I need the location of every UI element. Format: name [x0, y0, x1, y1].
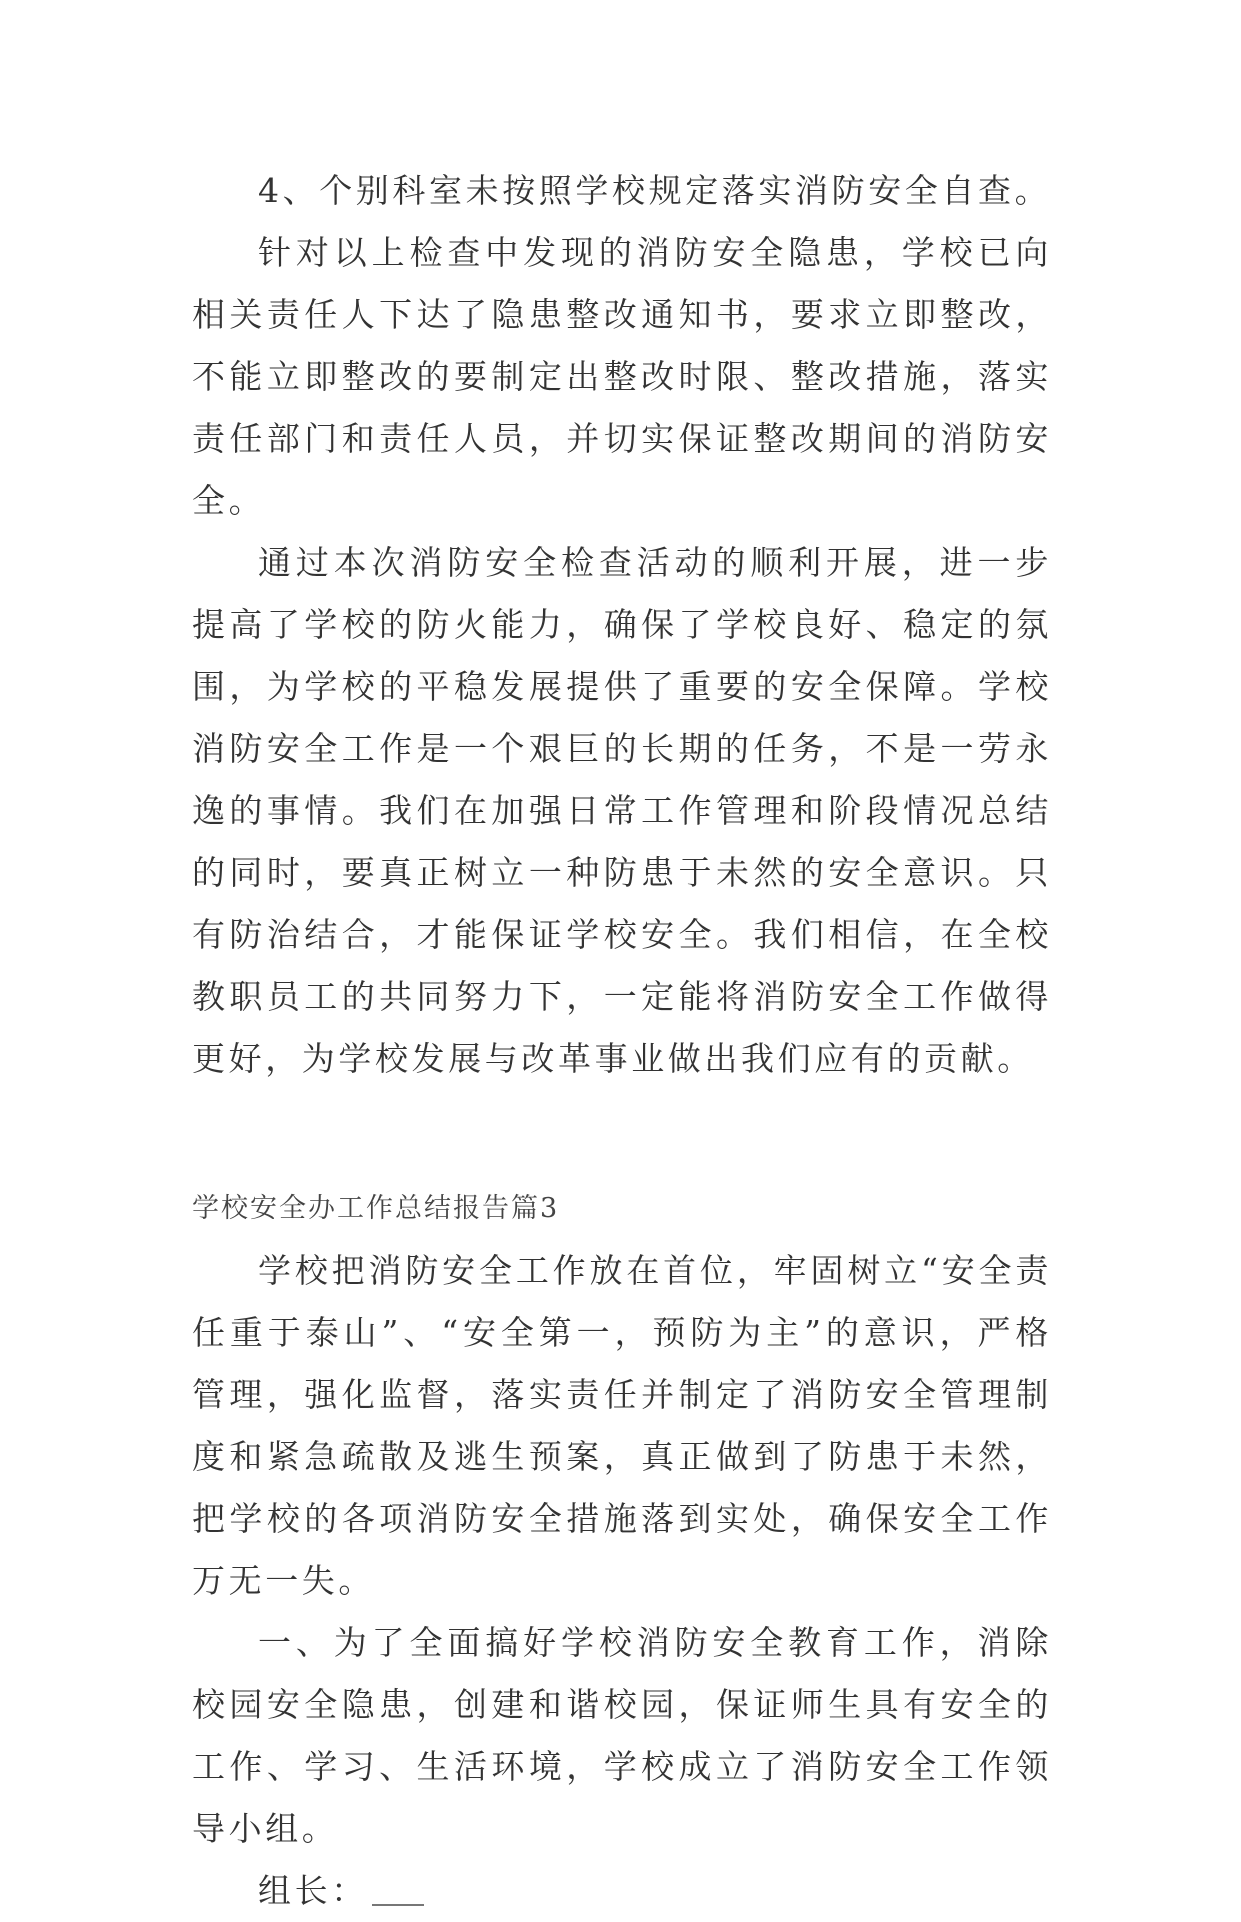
- section-heading: 学校安全办工作总结报告篇3: [192, 1193, 560, 1224]
- document-body: [192, 160, 1052, 1922]
- paragraph-conclusion: 通过本次消防安全检查活动的顺利开展，进一步提高了学校的防火能力，确保了学校良好、稳定的氛围，为学校的平稳发展提供了重要的安全保障。学校消防安全工作是一个艰巨的长期的任务，不是一劳永逸的事情。我们在加强日常工作管理和阶段情况总结的同时，要真正树立一种防患于未然的安全意识。只有防治结合，才能保证学校安全。我们相信，在全校教职员工的共同努力下，一定能将消防安全工作做得更好，为学校发展与改革事业做出我们应有的贡献。: [192, 543, 1052, 1078]
- paragraph-rectification: 针对以上检查中发现的消防安全隐患，学校已向相关责任人下达了隐患整改通知书，要求立即整改，不能立即整改的要制定出整改时限、整改措施，落实责任部门和责任人员，并切实保证整改期间的消防安全。: [192, 233, 1052, 520]
- paragraph-fire-safety-priority: 学校把消防安全工作放在首位，牢固树立“安全责任重于泰山”、“安全第一，预防为主”的意识，严格管理，强化监督，落实责任并制定了消防安全管理制度和紧急疏散及逃生预案，真正做到了防患于未然，把学校的各项消防安全措施落到实处，确保安全工作万无一失。: [192, 1251, 1052, 1600]
- leader-blank-underline: [372, 1904, 424, 1906]
- leader-label: 组长：: [258, 1871, 368, 1910]
- paragraph-checklist-item-4: 4、个别科室未按照学校规定落实消防安全自查。: [258, 171, 1052, 210]
- paragraph-leadership-group: 一、为了全面搞好学校消防安全教育工作，消除校园安全隐患，创建和谐校园，保证师生具有安全的工作、学习、生活环境，学校成立了消防安全工作领导小组。: [192, 1623, 1052, 1848]
- leader-line: [192, 1860, 1052, 1922]
